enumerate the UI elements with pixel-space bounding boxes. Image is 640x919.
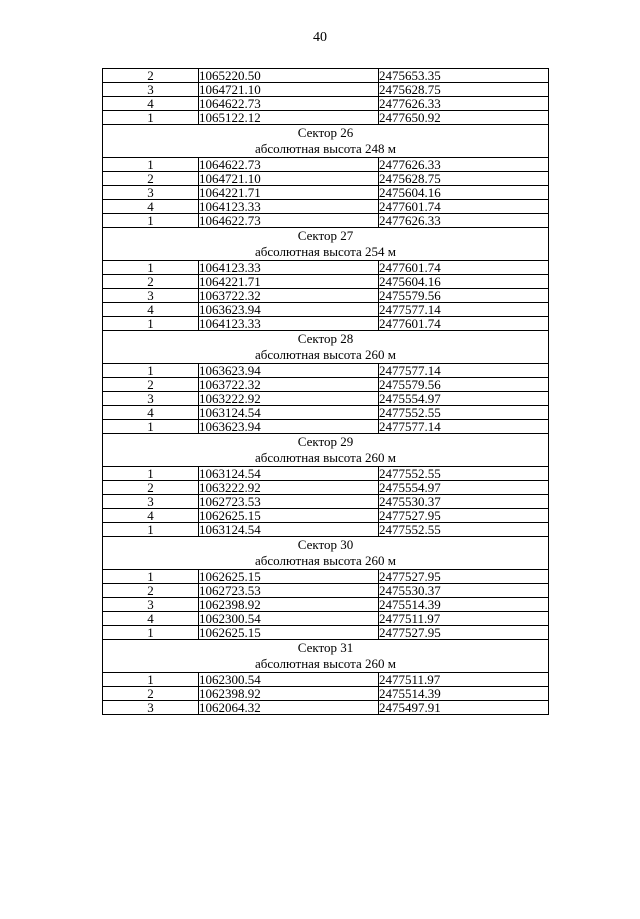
- sector-header: [103, 537, 549, 570]
- y-coordinate-cell: 2475653.35: [379, 69, 549, 83]
- sector-header: [103, 640, 549, 673]
- table-row: [103, 69, 549, 83]
- y-coordinate-cell: 2477626.33: [379, 97, 549, 111]
- table-row: [103, 289, 549, 303]
- x-coordinate-cell: 1062723.53: [199, 495, 379, 509]
- y-coordinate-cell: 2475497.91: [379, 701, 549, 715]
- table-row: [103, 495, 549, 509]
- y-coordinate-cell: 2475554.97: [379, 392, 549, 406]
- point-number-cell: 3: [103, 598, 199, 612]
- y-coordinate-cell: 2477527.95: [379, 626, 549, 640]
- y-coordinate-cell: 2475579.56: [379, 378, 549, 392]
- y-coordinate-cell: 2477577.14: [379, 364, 549, 378]
- x-coordinate-cell: 1064721.10: [199, 83, 379, 97]
- point-number-cell: 2: [103, 378, 199, 392]
- y-coordinate-cell: 2475530.37: [379, 584, 549, 598]
- point-number-cell: 1: [103, 523, 199, 537]
- y-coordinate-cell: 2477552.55: [379, 523, 549, 537]
- sector-title: Сектор 29: [297, 434, 354, 449]
- table-row: [103, 584, 549, 598]
- y-coordinate-cell: 2477552.55: [379, 467, 549, 481]
- x-coordinate-cell: 1065122.12: [199, 111, 379, 125]
- x-coordinate-cell: 1063722.32: [199, 289, 379, 303]
- x-coordinate-cell: 1064123.33: [199, 317, 379, 331]
- point-number-cell: 2: [103, 584, 199, 598]
- sector-header: [103, 125, 549, 158]
- sector-title: Сектор 27: [297, 228, 354, 243]
- y-coordinate-cell: 2475604.16: [379, 275, 549, 289]
- sector-header-row: [103, 640, 549, 673]
- x-coordinate-cell: 1063124.54: [199, 406, 379, 420]
- sector-header-row: [103, 125, 549, 158]
- table-row: [103, 406, 549, 420]
- point-number-cell: 2: [103, 172, 199, 186]
- sector-header-row: [103, 434, 549, 467]
- coordinates-table-body: [103, 69, 549, 715]
- table-row: [103, 261, 549, 275]
- x-coordinate-cell: 1063623.94: [199, 303, 379, 317]
- table-row: [103, 626, 549, 640]
- sector-altitude: абсолютная высота 248 м: [255, 141, 396, 156]
- y-coordinate-cell: 2477601.74: [379, 200, 549, 214]
- sector-title: Сектор 31: [297, 640, 354, 655]
- sector-header-row: [103, 228, 549, 261]
- point-number-cell: 1: [103, 626, 199, 640]
- x-coordinate-cell: 1062398.92: [199, 598, 379, 612]
- y-coordinate-cell: 2477650.92: [379, 111, 549, 125]
- y-coordinate-cell: 2477527.95: [379, 570, 549, 584]
- sector-altitude: абсолютная высота 260 м: [255, 450, 396, 465]
- x-coordinate-cell: 1063222.92: [199, 392, 379, 406]
- table-row: [103, 364, 549, 378]
- table-row: [103, 687, 549, 701]
- table-row: [103, 509, 549, 523]
- point-number-cell: 1: [103, 214, 199, 228]
- x-coordinate-cell: 1062723.53: [199, 584, 379, 598]
- x-coordinate-cell: 1063623.94: [199, 364, 379, 378]
- x-coordinate-cell: 1062064.32: [199, 701, 379, 715]
- y-coordinate-cell: 2477527.95: [379, 509, 549, 523]
- coordinates-table: [102, 68, 549, 715]
- y-coordinate-cell: 2477511.97: [379, 673, 549, 687]
- y-coordinate-cell: 2477552.55: [379, 406, 549, 420]
- page-number: 40: [313, 30, 327, 45]
- x-coordinate-cell: 1063124.54: [199, 467, 379, 481]
- point-number-cell: 2: [103, 687, 199, 701]
- x-coordinate-cell: 1063623.94: [199, 420, 379, 434]
- table-row: [103, 673, 549, 687]
- table-row: [103, 317, 549, 331]
- table-row: [103, 214, 549, 228]
- y-coordinate-cell: 2475628.75: [379, 172, 549, 186]
- point-number-cell: 2: [103, 481, 199, 495]
- y-coordinate-cell: 2475514.39: [379, 598, 549, 612]
- y-coordinate-cell: 2477626.33: [379, 214, 549, 228]
- x-coordinate-cell: 1065220.50: [199, 69, 379, 83]
- point-number-cell: 4: [103, 406, 199, 420]
- table-row: [103, 598, 549, 612]
- point-number-cell: 4: [103, 612, 199, 626]
- table-row: [103, 111, 549, 125]
- point-number-cell: 3: [103, 495, 199, 509]
- table-row: [103, 523, 549, 537]
- point-number-cell: 1: [103, 261, 199, 275]
- table-row: [103, 186, 549, 200]
- point-number-cell: 2: [103, 275, 199, 289]
- x-coordinate-cell: 1062398.92: [199, 687, 379, 701]
- point-number-cell: 3: [103, 392, 199, 406]
- x-coordinate-cell: 1062300.54: [199, 673, 379, 687]
- x-coordinate-cell: 1064221.71: [199, 275, 379, 289]
- point-number-cell: 4: [103, 303, 199, 317]
- point-number-cell: 1: [103, 158, 199, 172]
- x-coordinate-cell: 1064221.71: [199, 186, 379, 200]
- x-coordinate-cell: 1062625.15: [199, 626, 379, 640]
- point-number-cell: 1: [103, 317, 199, 331]
- table-row: [103, 158, 549, 172]
- sector-altitude: абсолютная высота 254 м: [255, 244, 396, 259]
- table-row: [103, 701, 549, 715]
- point-number-cell: 1: [103, 467, 199, 481]
- x-coordinate-cell: 1063124.54: [199, 523, 379, 537]
- sector-title: Сектор 28: [297, 331, 354, 346]
- sector-header: [103, 434, 549, 467]
- sector-altitude: абсолютная высота 260 м: [255, 553, 396, 568]
- sector-title: Сектор 30: [297, 537, 354, 552]
- x-coordinate-cell: 1064123.33: [199, 261, 379, 275]
- point-number-cell: 3: [103, 83, 199, 97]
- y-coordinate-cell: 2475554.97: [379, 481, 549, 495]
- table-row: [103, 97, 549, 111]
- table-row: [103, 467, 549, 481]
- point-number-cell: 2: [103, 69, 199, 83]
- table-row: [103, 378, 549, 392]
- sector-header: [103, 331, 549, 364]
- y-coordinate-cell: 2477601.74: [379, 261, 549, 275]
- x-coordinate-cell: 1064721.10: [199, 172, 379, 186]
- table-row: [103, 420, 549, 434]
- y-coordinate-cell: 2475514.39: [379, 687, 549, 701]
- point-number-cell: 1: [103, 673, 199, 687]
- point-number-cell: 4: [103, 509, 199, 523]
- y-coordinate-cell: 2477577.14: [379, 303, 549, 317]
- table-row: [103, 172, 549, 186]
- y-coordinate-cell: 2477577.14: [379, 420, 549, 434]
- x-coordinate-cell: 1063222.92: [199, 481, 379, 495]
- x-coordinate-cell: 1062625.15: [199, 509, 379, 523]
- point-number-cell: 1: [103, 111, 199, 125]
- point-number-cell: 3: [103, 289, 199, 303]
- table-row: [103, 481, 549, 495]
- x-coordinate-cell: 1062300.54: [199, 612, 379, 626]
- x-coordinate-cell: 1064123.33: [199, 200, 379, 214]
- y-coordinate-cell: 2475579.56: [379, 289, 549, 303]
- point-number-cell: 1: [103, 420, 199, 434]
- sector-header-row: [103, 537, 549, 570]
- y-coordinate-cell: 2475530.37: [379, 495, 549, 509]
- x-coordinate-cell: 1063722.32: [199, 378, 379, 392]
- y-coordinate-cell: 2477511.97: [379, 612, 549, 626]
- table-row: [103, 83, 549, 97]
- sector-altitude: абсолютная высота 260 м: [255, 347, 396, 362]
- x-coordinate-cell: 1064622.73: [199, 214, 379, 228]
- point-number-cell: 3: [103, 701, 199, 715]
- x-coordinate-cell: 1064622.73: [199, 97, 379, 111]
- sector-header: [103, 228, 549, 261]
- y-coordinate-cell: 2477626.33: [379, 158, 549, 172]
- table-row: [103, 612, 549, 626]
- table-row: [103, 200, 549, 214]
- table-row: [103, 275, 549, 289]
- table-row: [103, 392, 549, 406]
- y-coordinate-cell: 2475604.16: [379, 186, 549, 200]
- point-number-cell: 4: [103, 97, 199, 111]
- sector-title: Сектор 26: [297, 125, 354, 140]
- sector-altitude: абсолютная высота 260 м: [255, 656, 396, 671]
- y-coordinate-cell: 2477601.74: [379, 317, 549, 331]
- table-row: [103, 303, 549, 317]
- point-number-cell: 3: [103, 186, 199, 200]
- sector-header-row: [103, 331, 549, 364]
- point-number-cell: 4: [103, 200, 199, 214]
- point-number-cell: 1: [103, 570, 199, 584]
- y-coordinate-cell: 2475628.75: [379, 83, 549, 97]
- x-coordinate-cell: 1062625.15: [199, 570, 379, 584]
- x-coordinate-cell: 1064622.73: [199, 158, 379, 172]
- table-row: [103, 570, 549, 584]
- point-number-cell: 1: [103, 364, 199, 378]
